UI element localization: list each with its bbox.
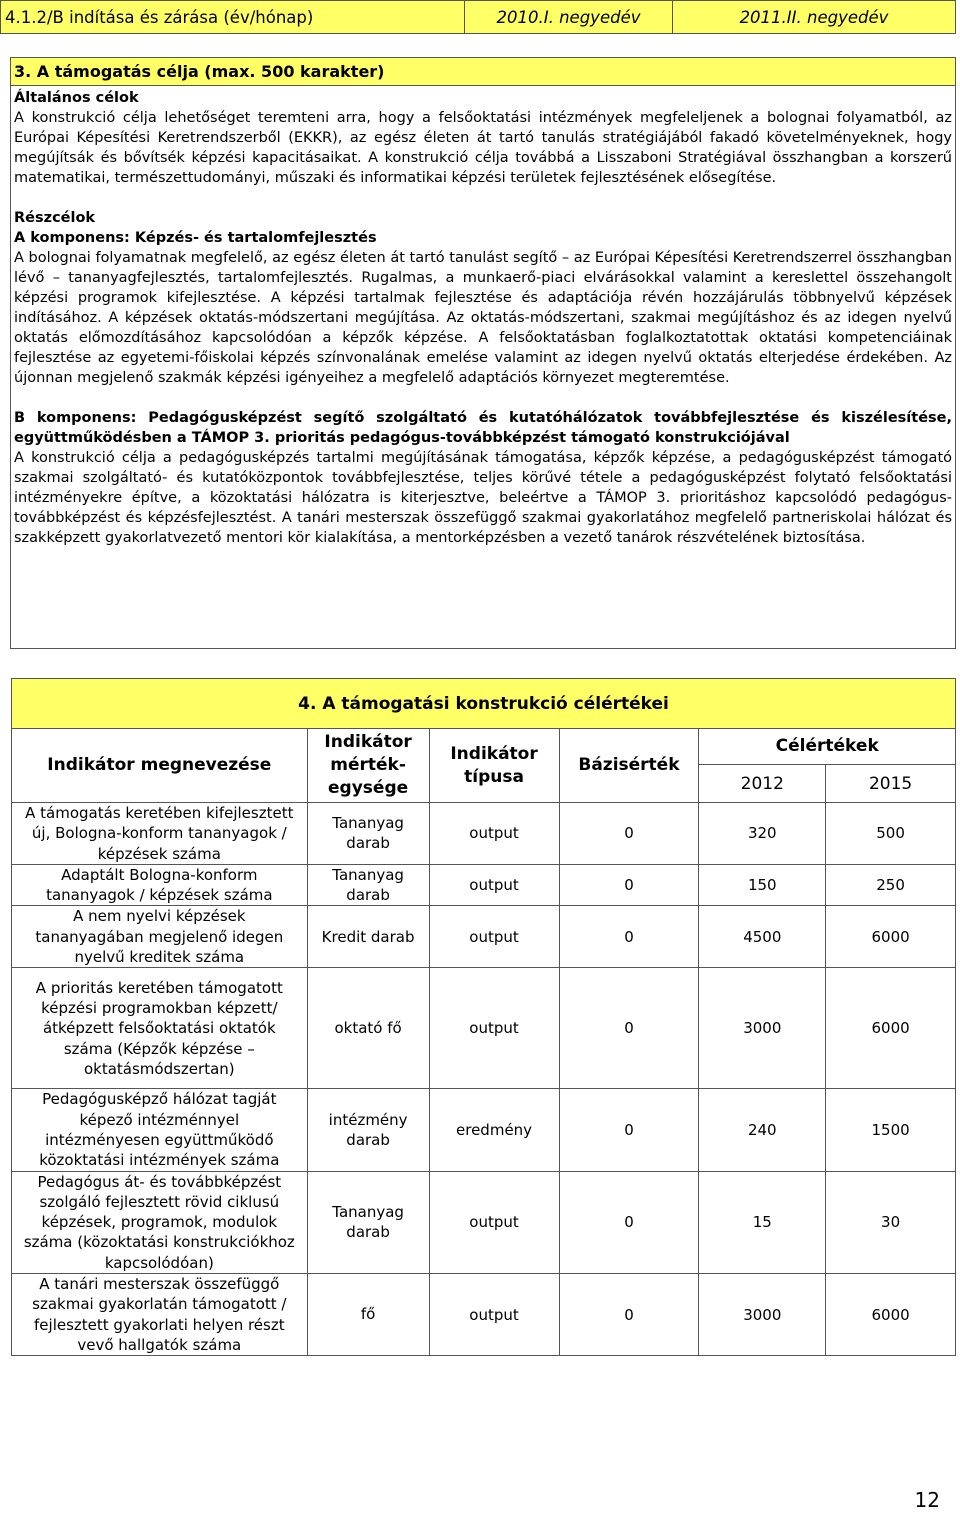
start-period: 2010.I. negyedév bbox=[465, 1, 673, 33]
component-b-text: A konstrukció célja a pedagógusképzés tartalmi megújításának támogatása, képzők képzése, a pedagógusképzést támogató szakmai szolgáltató- és kutatóközpontok továbbfejlesztése, teljes körűvé tétele a pedagógusképzést folytató felsőoktatási intézményekre építve, a közoktatási hálózatra is kiterjesztve, beleértve a TÁMOP 3. prioritáshoz kapcsolódó pedagógus-továbbképzést és képzésfejlesztést. A tanári mesterszak összefüggő szakmai gyakorlatához megfelelő partneriskolai hálózat és szakképzett gyakorlatvezető mentori kör kialakítása, a mentorképzésben a vezető tanárok részvételének biztosítása. bbox=[14, 450, 952, 546]
indicator-type: output bbox=[429, 864, 559, 906]
component-b-heading: B komponens: Pedagógusképzést segítő szolgáltató és kutatóhálózatok továbbfejlesztése és kiszélesítése, együttműködésben a TÁMOP 3. prioritás pedagógus-továbbképzést támogató konstrukciójával bbox=[14, 410, 952, 446]
indicator-unit: Tananyag darab bbox=[307, 803, 429, 865]
subgoals-heading: Részcélok bbox=[14, 210, 96, 226]
indicator-base-value: 0 bbox=[559, 803, 699, 865]
indicator-target-2015: 6000 bbox=[826, 1274, 956, 1356]
indicator-base-value: 0 bbox=[559, 864, 699, 906]
goals-content bbox=[11, 86, 955, 548]
indicator-name: Pedagógusképző hálózat tagját képező intézménnyel intézményesen együttműködő közoktatási intézmények száma bbox=[12, 1089, 308, 1171]
indicator-base-value: 0 bbox=[559, 1171, 699, 1273]
table-row bbox=[12, 906, 956, 968]
indicator-target-2012: 3000 bbox=[699, 1274, 826, 1356]
indicator-target-2012: 4500 bbox=[699, 906, 826, 968]
indicator-target-2012: 3000 bbox=[699, 968, 826, 1089]
indicator-target-2015: 6000 bbox=[826, 906, 956, 968]
indicator-type: output bbox=[429, 906, 559, 968]
indicator-name: A prioritás keretében támogatott képzési programokban képzett/átképzett felsőoktatási oktatók száma (Képzők képzése – oktatásmódszertan) bbox=[12, 968, 308, 1089]
component-a-heading: A komponens: Képzés- és tartalomfejlesztés bbox=[14, 230, 377, 246]
indicator-type: output bbox=[429, 1274, 559, 1356]
indicator-target-2012: 15 bbox=[699, 1171, 826, 1273]
indicator-base-value: 0 bbox=[559, 1089, 699, 1171]
header-year-2015: 2015 bbox=[826, 765, 956, 803]
indicator-unit: fő bbox=[307, 1274, 429, 1356]
indicator-base-value: 0 bbox=[559, 968, 699, 1089]
indicator-name: Adaptált Bologna-konform tananyagok / képzések száma bbox=[12, 864, 308, 906]
header-type: Indikátor típusa bbox=[429, 729, 559, 803]
header-targets: Célértékek bbox=[699, 729, 956, 765]
indicator-table-title: 4. A támogatási konstrukció célértékei bbox=[12, 679, 956, 729]
header-unit: Indikátor mérték-egysége bbox=[307, 729, 429, 803]
indicator-target-2015: 250 bbox=[826, 864, 956, 906]
indicator-target-2015: 500 bbox=[826, 803, 956, 865]
indicator-target-2012: 240 bbox=[699, 1089, 826, 1171]
table-row bbox=[12, 1171, 956, 1273]
indicator-table bbox=[11, 678, 956, 1356]
indicator-name: Pedagógus át- és továbbképzést szolgáló fejlesztett rövid ciklusú képzések, programok, modulok száma (közoktatási konstrukciókhoz kapcsolódóan) bbox=[12, 1171, 308, 1273]
table-row bbox=[12, 1274, 956, 1356]
indicator-target-2015: 30 bbox=[826, 1171, 956, 1273]
header-year-2012: 2012 bbox=[699, 765, 826, 803]
indicator-type: eredmény bbox=[429, 1089, 559, 1171]
indicator-unit: Tananyag darab bbox=[307, 864, 429, 906]
indicator-target-2012: 150 bbox=[699, 864, 826, 906]
indicator-type: output bbox=[429, 803, 559, 865]
indicator-unit: Tananyag darab bbox=[307, 1171, 429, 1273]
general-goals-heading: Általános célok bbox=[14, 90, 139, 106]
goals-title: 3. A támogatás célja (max. 500 karakter) bbox=[11, 58, 955, 86]
indicator-unit: intézmény darab bbox=[307, 1089, 429, 1171]
indicator-type: output bbox=[429, 1171, 559, 1273]
table-row bbox=[12, 968, 956, 1089]
end-period: 2011.II. negyedév bbox=[739, 7, 889, 27]
table-row bbox=[12, 803, 956, 865]
component-a-text: A bolognai folyamatnak megfelelő, az egész életen át tartó tanulást segítő – az Európai Képesítési Keretrendszerrel összhangban lévő – tananyagfejlesztés, tartalomfejlesztés. Rugalmas, a munkaerő-piaci elvárásokkal valamint a kereslettel összehangolt képzési programok kifejlesztése. A képzési tartalmak fejlesztése és adaptációja révén hozzájárulás többnyelvű képzések indításához. A képzések oktatás-módszertani megújítása. Az oktatás-módszertani, szakmai megújításhoz és az idegen nyelvű oktatás előmozdításához kapcsolódóan a képzők képzése. A felsőoktatásban foglalkoztatottak oktatási kompetenciáinak fejlesztése az egyetemi-főiskolai képzés színvonalának emelése valamint az idegen nyelvű oktatás elterjedése érdekében. Az újonnan megjelenő szakmák képzési igényeihez a megfelelő adaptációs környezet megteremtése. bbox=[14, 250, 952, 386]
indicator-name: A tanári mesterszak összefüggő szakmai gyakorlatán támogatott / fejlesztett gyakorlati helyen részt vevő hallgatók száma bbox=[12, 1274, 308, 1356]
indicator-base-value: 0 bbox=[559, 1274, 699, 1356]
general-goals-text: A konstrukció célja lehetőséget teremteni arra, hogy a felsőoktatási intézmények megfeleljenek a bolognai folyamatból, az Európai Képesítési Keretrendszerből (EKKR), az egész életen át tartó tanulás stratégiájából fakadó követelményeknek, hogy megújítsák és bővítsék képzési kapacitásaikat. A konstrukció célja továbbá a Lisszaboni Stratégiával összhangban a korszerű matematikai, természettudományi, műszaki és informatikai képzési területek fejlesztésének elősegítése. bbox=[14, 110, 952, 186]
indicator-type: output bbox=[429, 968, 559, 1089]
indicator-name: A támogatás keretében kifejlesztett új, Bologna-konform tananyagok / képzések száma bbox=[12, 803, 308, 865]
indicator-unit: Kredit darab bbox=[307, 906, 429, 968]
goals-section bbox=[10, 57, 956, 649]
schedule-bar bbox=[0, 0, 956, 34]
indicator-base-value: 0 bbox=[559, 906, 699, 968]
header-base: Bázisérték bbox=[559, 729, 699, 803]
indicator-name: A nem nyelvi képzések tananyagában megjelenő idegen nyelvű kreditek száma bbox=[12, 906, 308, 968]
table-row bbox=[12, 1089, 956, 1171]
indicator-unit: oktató fő bbox=[307, 968, 429, 1089]
page-number: 12 bbox=[914, 1488, 940, 1512]
table-row bbox=[12, 864, 956, 906]
schedule-label: 4.1.2/B indítása és zárása (év/hónap) bbox=[1, 1, 465, 33]
indicator-target-2015: 6000 bbox=[826, 968, 956, 1089]
indicator-target-2015: 1500 bbox=[826, 1089, 956, 1171]
indicator-target-2012: 320 bbox=[699, 803, 826, 865]
header-name: Indikátor megnevezése bbox=[12, 729, 308, 803]
